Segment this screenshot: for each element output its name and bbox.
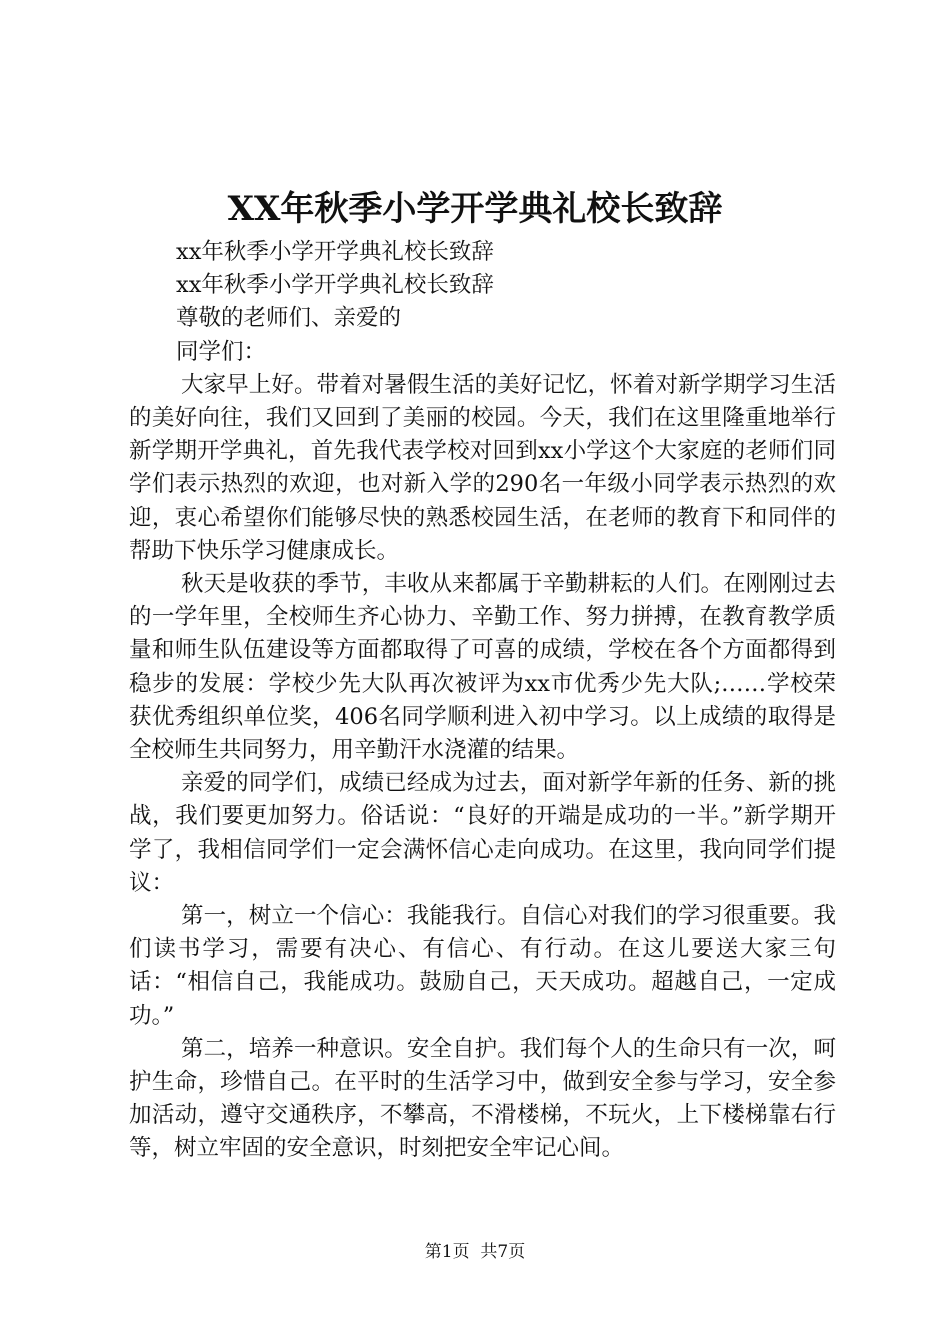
body-paragraph: 大家早上好。带着对暑假生活的美好记忆，怀着对新学期学习生活的美好向往，我们又回到了美丽的校园。今天，我们在这里隆重地举行新学期开学典礼，首先我代表学校对回到xx小学这个大家庭的老师们同学们表示热烈的欢迎，也对新入学的290名一年级小同学表示热烈的欢迎，衷心希望你们能够尽快的熟悉校园生活，在老师的教育下和同伴的帮助下快乐学习健康成长。 <box>129 371 836 564</box>
heading-line: xx年秋季小学开学典礼校长致辞 <box>176 239 494 265</box>
salutation-line: 同学们： <box>176 338 267 365</box>
body-paragraph: 第二，培养一种意识。安全自护。我们每个人的生命只有一次，呵护生命，珍惜自己。在平时的生活学习中，做到安全参与学习，安全参加活动，遵守交通秩序，不攀高，不滑楼梯，不玩火，上下楼梯靠右行等，树立牢固的安全意识，时刻把安全牢记心间。 <box>129 1035 836 1162</box>
body-paragraph: 第一，树立一个信心：我能我行。自信心对我们的学习很重要。我们读书学习，需要有决心、有信心、有行动。在这儿要送大家三句话：“相信自己，我能成功。鼓励自己，天天成功。超越自己，一定成功。” <box>129 903 836 1029</box>
salutation-line: 尊敬的老师们、亲爱的 <box>176 305 402 332</box>
heading-line: xx年秋季小学开学典礼校长致辞 <box>176 272 494 299</box>
document-title: XX年秋季小学开学典礼校长致辞 <box>227 189 723 229</box>
page-number-footer: 第1页 共7页 <box>424 1242 526 1262</box>
body-paragraph: 秋天是收获的季节，丰收从来都属于辛勤耕耘的人们。在刚刚过去的一学年里，全校师生齐心协力、辛勤工作、努力拼搏，在教育教学质量和师生队伍建设等方面都取得了可喜的成绩，学校在各个方面都得到稳步的发展：学校少先大队再次被评为xx市优秀少先大队;……学校荣获优秀组织单位奖，406名同学顺利进入初中学习。以上成绩的取得是全校师生共同努力，用辛勤汗水浇灌的结果。 <box>129 571 836 764</box>
document-body <box>129 236 836 1166</box>
body-paragraph: 亲爱的同学们，成绩已经成为过去，面对新学年新的任务、新的挑战，我们要更加努力。俗话说：“良好的开端是成功的一半。”新学期开学了，我相信同学们一定会满怀信心走向成功。在这里，我向同学们提议： <box>129 770 836 896</box>
